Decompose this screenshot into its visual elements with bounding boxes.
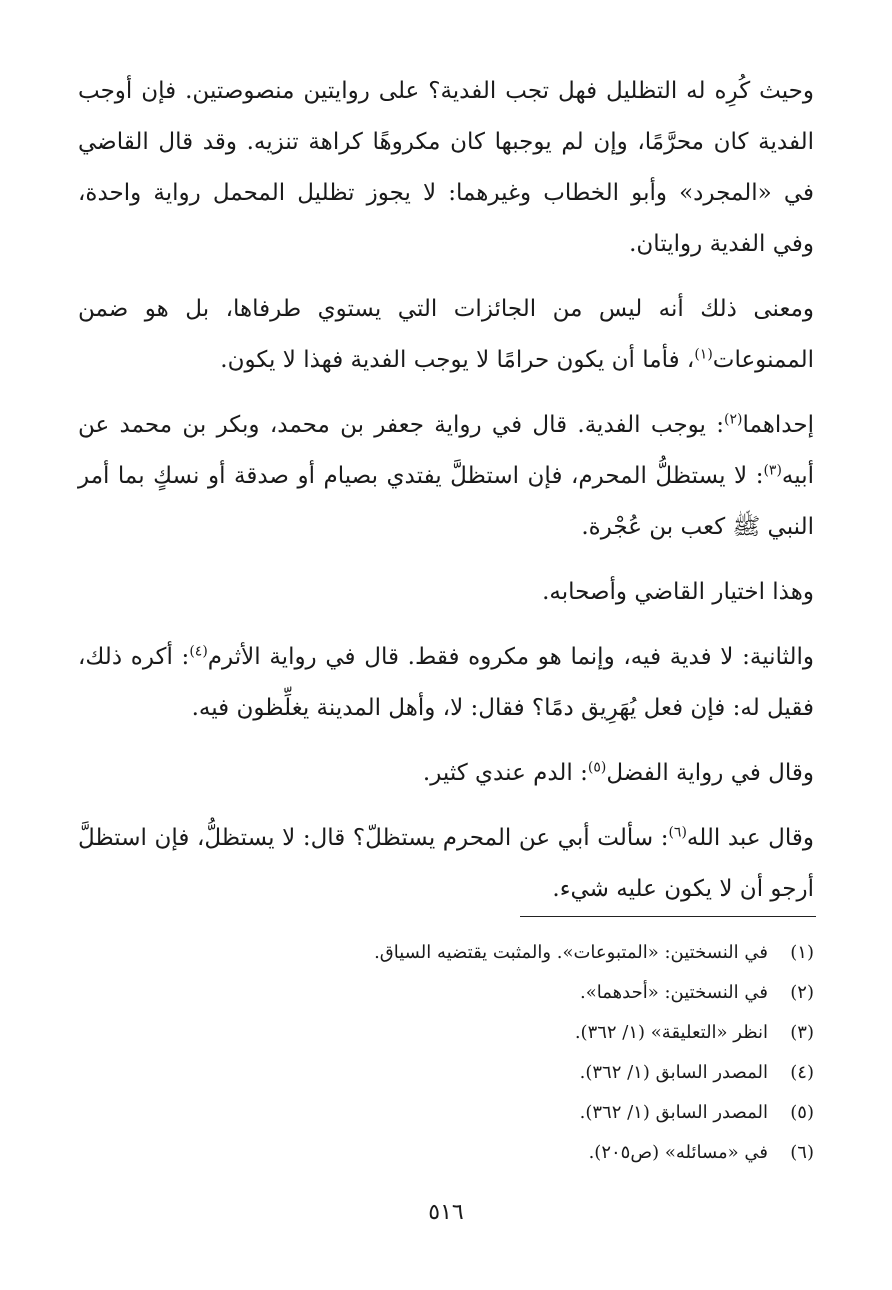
- footnote-marker: (١): [694, 346, 713, 363]
- paragraph-3: [78, 400, 814, 553]
- footnote-item: [78, 1093, 814, 1133]
- footnote-number: (٤): [790, 1062, 814, 1083]
- paragraph-text: إحداهما: [742, 412, 814, 438]
- paragraph-text: : لا يستظلُّ المحرم، فإن استظلَّ يفتدي بصيام أو صدقة أو نسكٍ بما أمر النبي ﷺ كعب بن عُجْرة.: [78, 463, 814, 540]
- footnote-number: (٥): [790, 1102, 814, 1123]
- footnote-text: في «مسائله» (ص٢٠٥).: [588, 1142, 768, 1163]
- paragraph-2: [78, 284, 814, 386]
- paragraph-1: [78, 66, 814, 270]
- footnote-text: المصدر السابق (١/ ٣٦٢).: [579, 1062, 768, 1083]
- footnote-item: [78, 973, 814, 1013]
- footnote-number: (١): [790, 942, 814, 963]
- footnotes: [78, 933, 814, 1173]
- footnote-number: (٣): [790, 1022, 814, 1043]
- paragraph-4: [78, 567, 814, 618]
- footnote-separator: [520, 916, 816, 917]
- main-text: [78, 66, 814, 929]
- footnote-marker: (٥): [587, 759, 607, 776]
- footnote-number: (٢): [790, 982, 814, 1003]
- footnote-text: في النسختين: «المتبوعات». والمثبت يقتضيه السياق.: [374, 942, 768, 963]
- footnote-item: [78, 1133, 814, 1173]
- paragraph-text: ومعنى ذلك أنه ليس من الجائزات التي يستوي طرفاها، بل هو ضمن الممنوعات: [78, 296, 814, 373]
- footnote-text: في النسختين: «أحدهما».: [580, 982, 768, 1003]
- paragraph-7: [78, 813, 814, 915]
- paragraph-text: وقال عبد الله: [686, 825, 814, 851]
- footnote-item: [78, 1013, 814, 1053]
- paragraph-text: والثانية: لا فدية فيه، وإنما هو مكروه فقط. قال في رواية الأثرم: [207, 644, 814, 670]
- paragraph-text: وهذا اختيار القاضي وأصحابه.: [542, 579, 814, 605]
- footnote-marker: (٣): [763, 462, 782, 479]
- paragraph-text: وقال في رواية الفضل: [606, 760, 814, 786]
- footnote-item: [78, 933, 814, 973]
- footnote-number: (٦): [790, 1142, 814, 1163]
- paragraph-text: وحيث كُرِه له التظليل فهل تجب الفدية؟ على روايتين منصوصتين. فإن أوجب الفدية كان محرَّمًا، وإن لم يوجبها كان مكروهًا كراهة تنزيه. وقد قال القاضي في «المجرد» وأبو الخطاب وغيرهما: لا يجوز تظليل المحمل رواية واحدة، وفي الفدية روايتان.: [78, 78, 814, 257]
- paragraph-text: : يوجب الفدية. قال في رواية جعفر بن محمد، وبكر بن محمد عن أبيه: [78, 412, 814, 489]
- paragraph-text: : سألت أبي عن المحرم يستظلّ؟ قال: لا يستظلُّ، فإن استظلَّ أرجو أن لا يكون عليه شيء.: [78, 825, 814, 902]
- page-number: ٥١٦: [428, 1200, 464, 1225]
- paragraph-5: [78, 632, 814, 734]
- paragraph-6: [78, 748, 814, 799]
- footnote-text: المصدر السابق (١/ ٣٦٢).: [579, 1102, 768, 1123]
- footnote-text: انظر «التعليقة» (١/ ٣٦٢).: [574, 1022, 768, 1043]
- footnote-marker: (٢): [724, 411, 743, 428]
- footnote-item: [78, 1053, 814, 1093]
- paragraph-text: : أكره ذلك، فقيل له: فإن فعل يُهَرِيق دمًا؟ فقال: لا، وأهل المدينة يغلِّظون فيه.: [78, 644, 814, 721]
- footnote-marker: (٤): [189, 643, 208, 660]
- footnote-marker: (٦): [668, 824, 687, 841]
- paragraph-text: : الدم عندي كثير.: [422, 760, 588, 786]
- paragraph-text: ، فأما أن يكون حرامًا لا يوجب الفدية فهذا لا يكون.: [220, 347, 695, 373]
